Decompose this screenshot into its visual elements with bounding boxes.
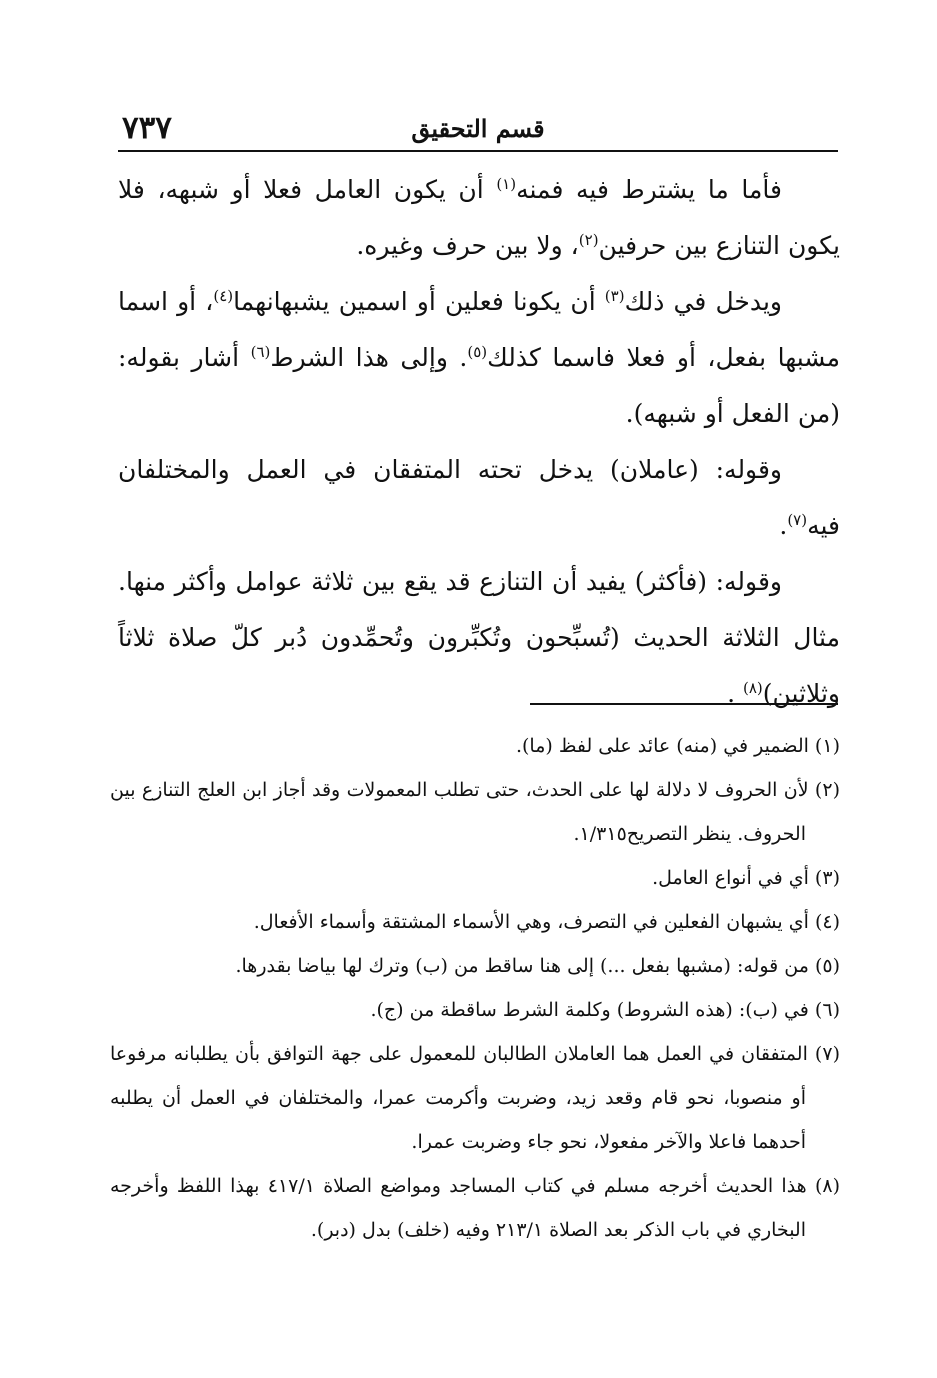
footnote-7: (٧) المتفقان في العمل هما العاملان الطالبان للمعمول على جهة التوافق بأن يطلبانه مرفوعا أو منصوبا، نحو قام وقعد زيد، وضربت وأكرمت عمرا، والمختلفان في العمل أن يطلبه أحدهما فاعلا والآخر مفعولا، نحو جاء وضربت عمرا.: [110, 1043, 840, 1153]
footnote-ref-3[interactable]: (٣): [604, 287, 625, 305]
footnote-separator: [530, 703, 838, 705]
footnote-4: (٤) أي يشبهان الفعلين في التصرف، وهي الأسماء المشتقة وأسماء الأفعال.: [253, 911, 840, 933]
footnote-2: (٢) لأن الحروف لا دلالة لها على الحدث، حتى تطلب المعمولات وقد أجاز ابن العلج التنازع بين الحروف. ينظر التصريح١/٣١٥.: [110, 779, 840, 845]
footnote-5: (٥) من قوله: (مشبها بفعل ...) إلى هنا ساقط من (ب) وترك لها بياضا بقدرها.: [235, 955, 840, 977]
footnote-8: (٨) هذا الحديث أخرجه مسلم في كتاب المساجد ومواضع الصلاة ٤١٧/١ بهذا اللفظ وأخرجه البخاري في باب الذكر بعد الصلاة ٢١٣/١ وفيه (خلف) بدل (دبر).: [110, 1175, 840, 1241]
paragraph-3: وقوله: (عاملان) يدخل تحته المتفقان في العمل والمختلفان فيه$^{(٧)}$.: [118, 455, 840, 540]
footnote-ref-5[interactable]: (٥): [467, 343, 488, 361]
footnote-ref-1[interactable]: (١): [496, 175, 517, 193]
footnote-ref-8[interactable]: (٨): [742, 679, 763, 697]
footnote-ref-2[interactable]: (٢): [578, 231, 599, 249]
footnote-6: (٦) في (ب): (هذه الشروط) وكلمة الشرط ساقطة من (ج).: [370, 999, 840, 1021]
footnote-ref-6[interactable]: (٦): [250, 343, 271, 361]
main-text: [118, 162, 840, 722]
paragraph-1: فأما ما يشترط فيه فمنه$^{(١)}$ أن يكون العامل فعلا أو شبهه، فلا يكون التنازع بين حرفين$^{(٢)}$، ولا بين حرف وغيره.: [118, 175, 840, 260]
paragraph-2: ويدخل في ذلك$^{(٣)}$ أن يكونا فعلين أو اسمين يشبهانهما$^{(٤)}$، أو اسما مشبها بفعل، أو فعلا فاسما كذلك$^{(٥)}$. وإلى هذا الشرط$^{(٦)}$ أشار بقوله: (من الفعل أو شبهه).: [118, 287, 840, 428]
page-header: [118, 108, 838, 152]
page-number: ٧٣٧: [122, 110, 172, 146]
footnote-ref-7[interactable]: (٧): [787, 511, 808, 529]
footnote-3: (٣) أي في أنواع العامل.: [652, 867, 840, 889]
footnotes: [110, 724, 840, 1252]
footnote-1: (١) الضمير في (منه) عائد على لفظ (ما).: [515, 735, 840, 757]
paragraph-4: وقوله: (فأكثر) يفيد أن التنازع قد يقع بين ثلاثة عوامل وأكثر منها. مثال الثلاثة الحديث (تُسبِّحون وتُكبِّرون وتُحمِّدون دُبر كلّ صلاة ثلاثاً وثلاثين)$^{(٨)}$ .: [118, 567, 840, 708]
running-title: قسم التحقيق: [411, 114, 545, 143]
footnote-ref-4[interactable]: (٤): [213, 287, 234, 305]
